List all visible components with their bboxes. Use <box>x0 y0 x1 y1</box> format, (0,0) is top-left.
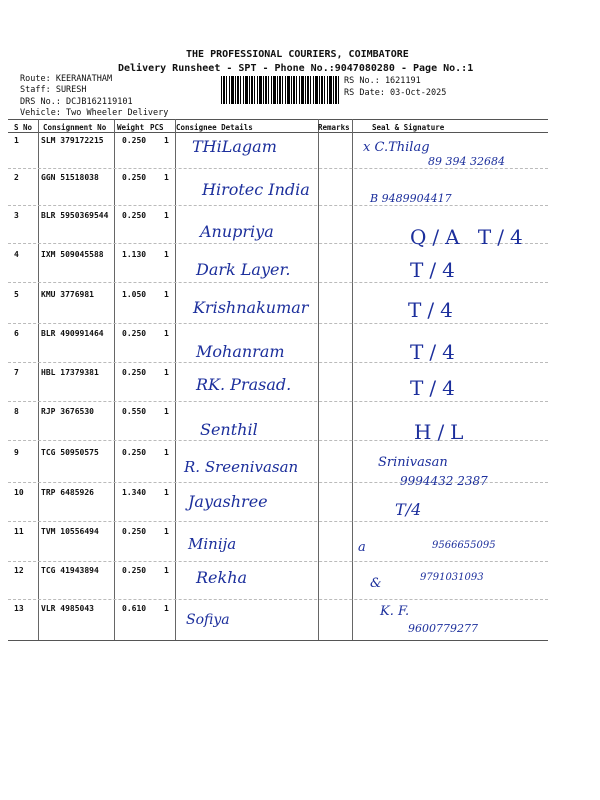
row-separator <box>8 168 548 169</box>
row-sno: 5 <box>14 290 19 299</box>
phone-handwritten: 89 394 32684 <box>428 155 505 168</box>
row-pcs: 1 <box>164 604 169 613</box>
row-sno: 10 <box>14 488 24 497</box>
signature-handwritten: Srinivasan <box>378 455 448 470</box>
vehicle-label: Vehicle: Two Wheeler Delivery <box>20 108 169 118</box>
phone-handwritten: 9791031093 <box>420 572 484 583</box>
row-weight: 0.250 <box>122 566 147 575</box>
row-sno: 1 <box>14 136 19 145</box>
signature-handwritten: T/4 <box>410 376 461 400</box>
consignee-handwritten: RK. Prasad. <box>196 375 292 394</box>
row-consignment-no: IXM 509045588 <box>41 250 104 259</box>
signature-handwritten: a <box>358 540 366 555</box>
signature-handwritten: T/4 <box>410 258 461 282</box>
phone-handwritten: 9566655095 <box>432 540 496 551</box>
consignee-handwritten: Mohanram <box>196 342 285 361</box>
row-consignment-no: GGN 51518038 <box>41 173 99 182</box>
col-header-weight: Weight <box>117 123 145 132</box>
row-separator <box>8 362 548 363</box>
consignee-handwritten: Rekha <box>196 568 248 587</box>
row-consignment-no: TCG 41943894 <box>41 566 99 575</box>
row-weight: 0.250 <box>122 329 147 338</box>
runsheet-subtitle: Delivery Runsheet - SPT - Phone No.:9047080280 - Page No.:1 <box>118 63 474 74</box>
signature-handwritten: & <box>370 576 382 591</box>
consignee-handwritten: Jayashree <box>188 492 268 511</box>
row-weight: 1.050 <box>122 290 147 299</box>
row-sno: 7 <box>14 368 19 377</box>
row-sno: 11 <box>14 527 24 536</box>
consignee-handwritten: Senthil <box>200 420 258 439</box>
row-pcs: 1 <box>164 290 169 299</box>
consignee-handwritten: Minija <box>188 535 237 553</box>
route-label: Route: KEERANATHAM <box>20 74 113 84</box>
row-consignment-no: HBL 17379381 <box>41 368 99 377</box>
row-pcs: 1 <box>164 368 169 377</box>
row-consignment-no: VLR 4985043 <box>41 604 94 613</box>
signature-handwritten: K. F. <box>380 604 410 619</box>
consignee-handwritten: Dark Layer. <box>196 260 291 279</box>
row-consignment-no: BLR 5950369544 <box>41 211 109 220</box>
row-sno: 2 <box>14 173 19 182</box>
signature-handwritten: H/L <box>414 420 470 444</box>
row-sno: 6 <box>14 329 19 338</box>
consignee-handwritten: Hirotec India <box>202 180 310 199</box>
staff-label: Staff: SURESH <box>20 85 87 95</box>
table-header-rule <box>8 132 548 133</box>
consignee-handwritten: Krishnakumar <box>193 298 309 317</box>
row-sno: 4 <box>14 250 19 259</box>
signature-handwritten: T/4 <box>410 340 461 364</box>
row-pcs: 1 <box>164 566 169 575</box>
col-header-consignee: Consignee Details <box>176 123 253 132</box>
barcode-image <box>221 76 339 104</box>
row-separator <box>8 599 548 600</box>
row-pcs: 1 <box>164 488 169 497</box>
row-weight: 0.250 <box>122 211 147 220</box>
row-weight: 0.550 <box>122 407 147 416</box>
col-header-seal: Seal & Signature <box>372 123 445 132</box>
signature-handwritten: Q/A T/4 <box>410 225 529 249</box>
row-weight: 0.250 <box>122 448 147 457</box>
row-consignment-no: TVM 10556494 <box>41 527 99 536</box>
consignee-handwritten: THiLagam <box>192 137 277 156</box>
row-pcs: 1 <box>164 173 169 182</box>
row-separator <box>8 561 548 562</box>
col-header-sno: S No <box>14 123 33 132</box>
consignee-handwritten: Anupriya <box>200 222 274 241</box>
company-title: THE PROFESSIONAL COURIERS, COIMBATORE <box>186 49 409 60</box>
row-consignment-no: BLR 490991464 <box>41 329 104 338</box>
col-header-remarks: Remarks <box>318 123 350 132</box>
row-separator <box>8 282 548 283</box>
row-pcs: 1 <box>164 136 169 145</box>
rs-date: RS Date: 03-Oct-2025 <box>344 88 447 98</box>
rs-number: RS No.: 1621191 <box>344 76 421 86</box>
row-separator <box>8 205 548 206</box>
consignee-handwritten: Sofiya <box>186 612 230 628</box>
row-weight: 0.250 <box>122 136 147 145</box>
row-pcs: 1 <box>164 527 169 536</box>
row-pcs: 1 <box>164 407 169 416</box>
drs-number: DRS No.: DCJB162119101 <box>20 97 133 107</box>
row-weight: 0.250 <box>122 527 147 536</box>
row-pcs: 1 <box>164 250 169 259</box>
row-separator <box>8 521 548 522</box>
signature-handwritten: x C.Thilag <box>363 140 430 155</box>
phone-handwritten: 9600779277 <box>408 622 478 635</box>
signature-handwritten: T/4 <box>408 298 459 322</box>
row-weight: 0.610 <box>122 604 147 613</box>
row-pcs: 1 <box>164 211 169 220</box>
row-sno: 3 <box>14 211 19 220</box>
row-weight: 1.340 <box>122 488 147 497</box>
row-sno: 9 <box>14 448 19 457</box>
signature-handwritten: T/4 <box>395 500 422 519</box>
row-consignment-no: SLM 379172215 <box>41 136 104 145</box>
row-consignment-no: KMU 3776981 <box>41 290 94 299</box>
row-consignment-no: TCG 50950575 <box>41 448 99 457</box>
table-top-rule <box>8 119 548 120</box>
row-separator <box>8 323 548 324</box>
row-separator <box>8 401 548 402</box>
row-weight: 1.130 <box>122 250 147 259</box>
row-weight: 0.250 <box>122 173 147 182</box>
row-consignment-no: TRP 6485926 <box>41 488 94 497</box>
row-sno: 12 <box>14 566 24 575</box>
row-pcs: 1 <box>164 448 169 457</box>
col-header-pcs: PCS <box>150 123 164 132</box>
row-sno: 13 <box>14 604 24 613</box>
consignee-handwritten: R. Sreenivasan <box>184 458 299 476</box>
row-pcs: 1 <box>164 329 169 338</box>
table-bottom-rule <box>8 640 548 641</box>
col-header-consignment: Consignment No <box>43 123 107 132</box>
row-sno: 8 <box>14 407 19 416</box>
phone-handwritten: B 9489904417 <box>370 192 452 205</box>
row-weight: 0.250 <box>122 368 147 377</box>
row-consignment-no: RJP 3676530 <box>41 407 94 416</box>
phone-handwritten: 9994432 2387 <box>400 474 488 488</box>
